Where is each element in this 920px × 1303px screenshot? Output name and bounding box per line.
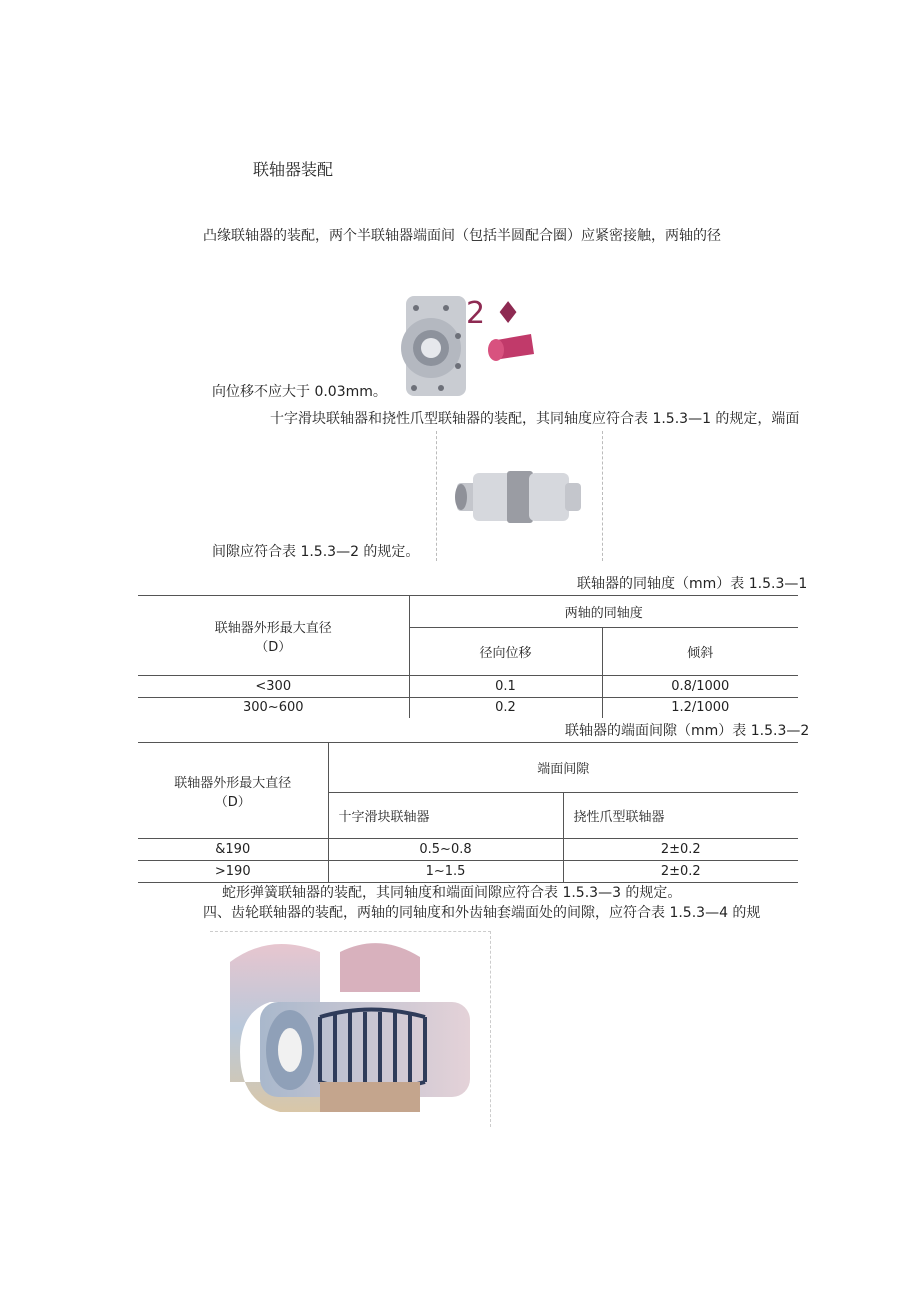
spring-coupling-image: [210, 931, 491, 1127]
table1-cell-tilt: 0.8/1000: [602, 676, 798, 698]
paragraph-end-gap: 间隙应符合表 1.5.3—2 的规定。: [212, 544, 420, 560]
table2-cell-slider: 0.5~0.8: [328, 839, 563, 861]
table1-cell-radial: 0.1: [409, 676, 602, 698]
paragraph-radial-displacement: 向位移不应大于 0.03mm。: [212, 384, 387, 400]
table2-cell-jaw: 2±0.2: [563, 861, 798, 883]
table1-header-diameter-label: 联轴器外形最大直径: [214, 620, 332, 636]
coaxiality-table: [138, 595, 798, 718]
table1-cell-radial: 0.2: [409, 698, 602, 718]
figure-number-label: 2 ♦: [466, 296, 522, 331]
table-row: [138, 676, 798, 698]
table-row: [138, 839, 798, 861]
jaw-coupling-image: [436, 431, 603, 561]
paragraph-flange-coupling: 凸缘联轴器的装配，两个半联轴器端面间（包括半圆配合圈）应紧密接触，两轴的径: [203, 228, 721, 244]
table1-cell-diameter: 300~600: [242, 700, 304, 716]
table2-cell-diameter: &190: [138, 839, 328, 861]
table1-header-diameter: [138, 596, 409, 676]
table2-header-diameter-symbol: （D）: [214, 794, 251, 810]
paragraph-serpentine-spring: 蛇形弹簧联轴器的装配，其同轴度和端面间隙应符合表 1.5.3—3 的规定。: [222, 885, 682, 901]
table2-cell-slider: 1~1.5: [328, 861, 563, 883]
paragraph-slider-jaw-coupling: 十字滑块联轴器和挠性爪型联轴器的装配，其同轴度应符合表 1.5.3—1 的规定，端面: [270, 411, 800, 427]
table1-header-radial: 径向位移: [409, 628, 602, 676]
end-gap-table: [138, 742, 798, 883]
table2-caption: 联轴器的端面间隙（mm）表 1.5.3—2: [565, 723, 810, 739]
table1-caption: 联轴器的同轴度（mm）表 1.5.3—1: [577, 576, 808, 592]
table-row: [138, 698, 798, 718]
table1-header-diameter-symbol: （D）: [255, 639, 292, 655]
table2-header-diameter-label: 联轴器外形最大直径: [174, 775, 292, 791]
table2-header-slider: 十字滑块联轴器: [328, 793, 563, 839]
table1-cell-diameter: <300: [138, 676, 409, 698]
table2-header-diameter: [138, 743, 328, 839]
table2-cell-diameter: >190: [138, 861, 328, 883]
flange-coupling-image: [396, 296, 546, 396]
table2-cell-jaw: 2±0.2: [563, 839, 798, 861]
paragraph-gear-coupling: 四、齿轮联轴器的装配，两轴的同轴度和外齿轴套端面处的间隙，应符合表 1.5.3—4 的规: [203, 905, 761, 921]
table1-cell-tilt: 1.2/1000: [602, 698, 798, 718]
table1-header-tilt: 倾斜: [602, 628, 798, 676]
table-row: [138, 861, 798, 883]
table2-header-group: 端面间隙: [328, 743, 798, 793]
table2-header-jaw: 挠性爪型联轴器: [563, 793, 798, 839]
table1-header-group: 两轴的同轴度: [409, 596, 798, 628]
page-title: 联轴器装配: [253, 160, 334, 179]
